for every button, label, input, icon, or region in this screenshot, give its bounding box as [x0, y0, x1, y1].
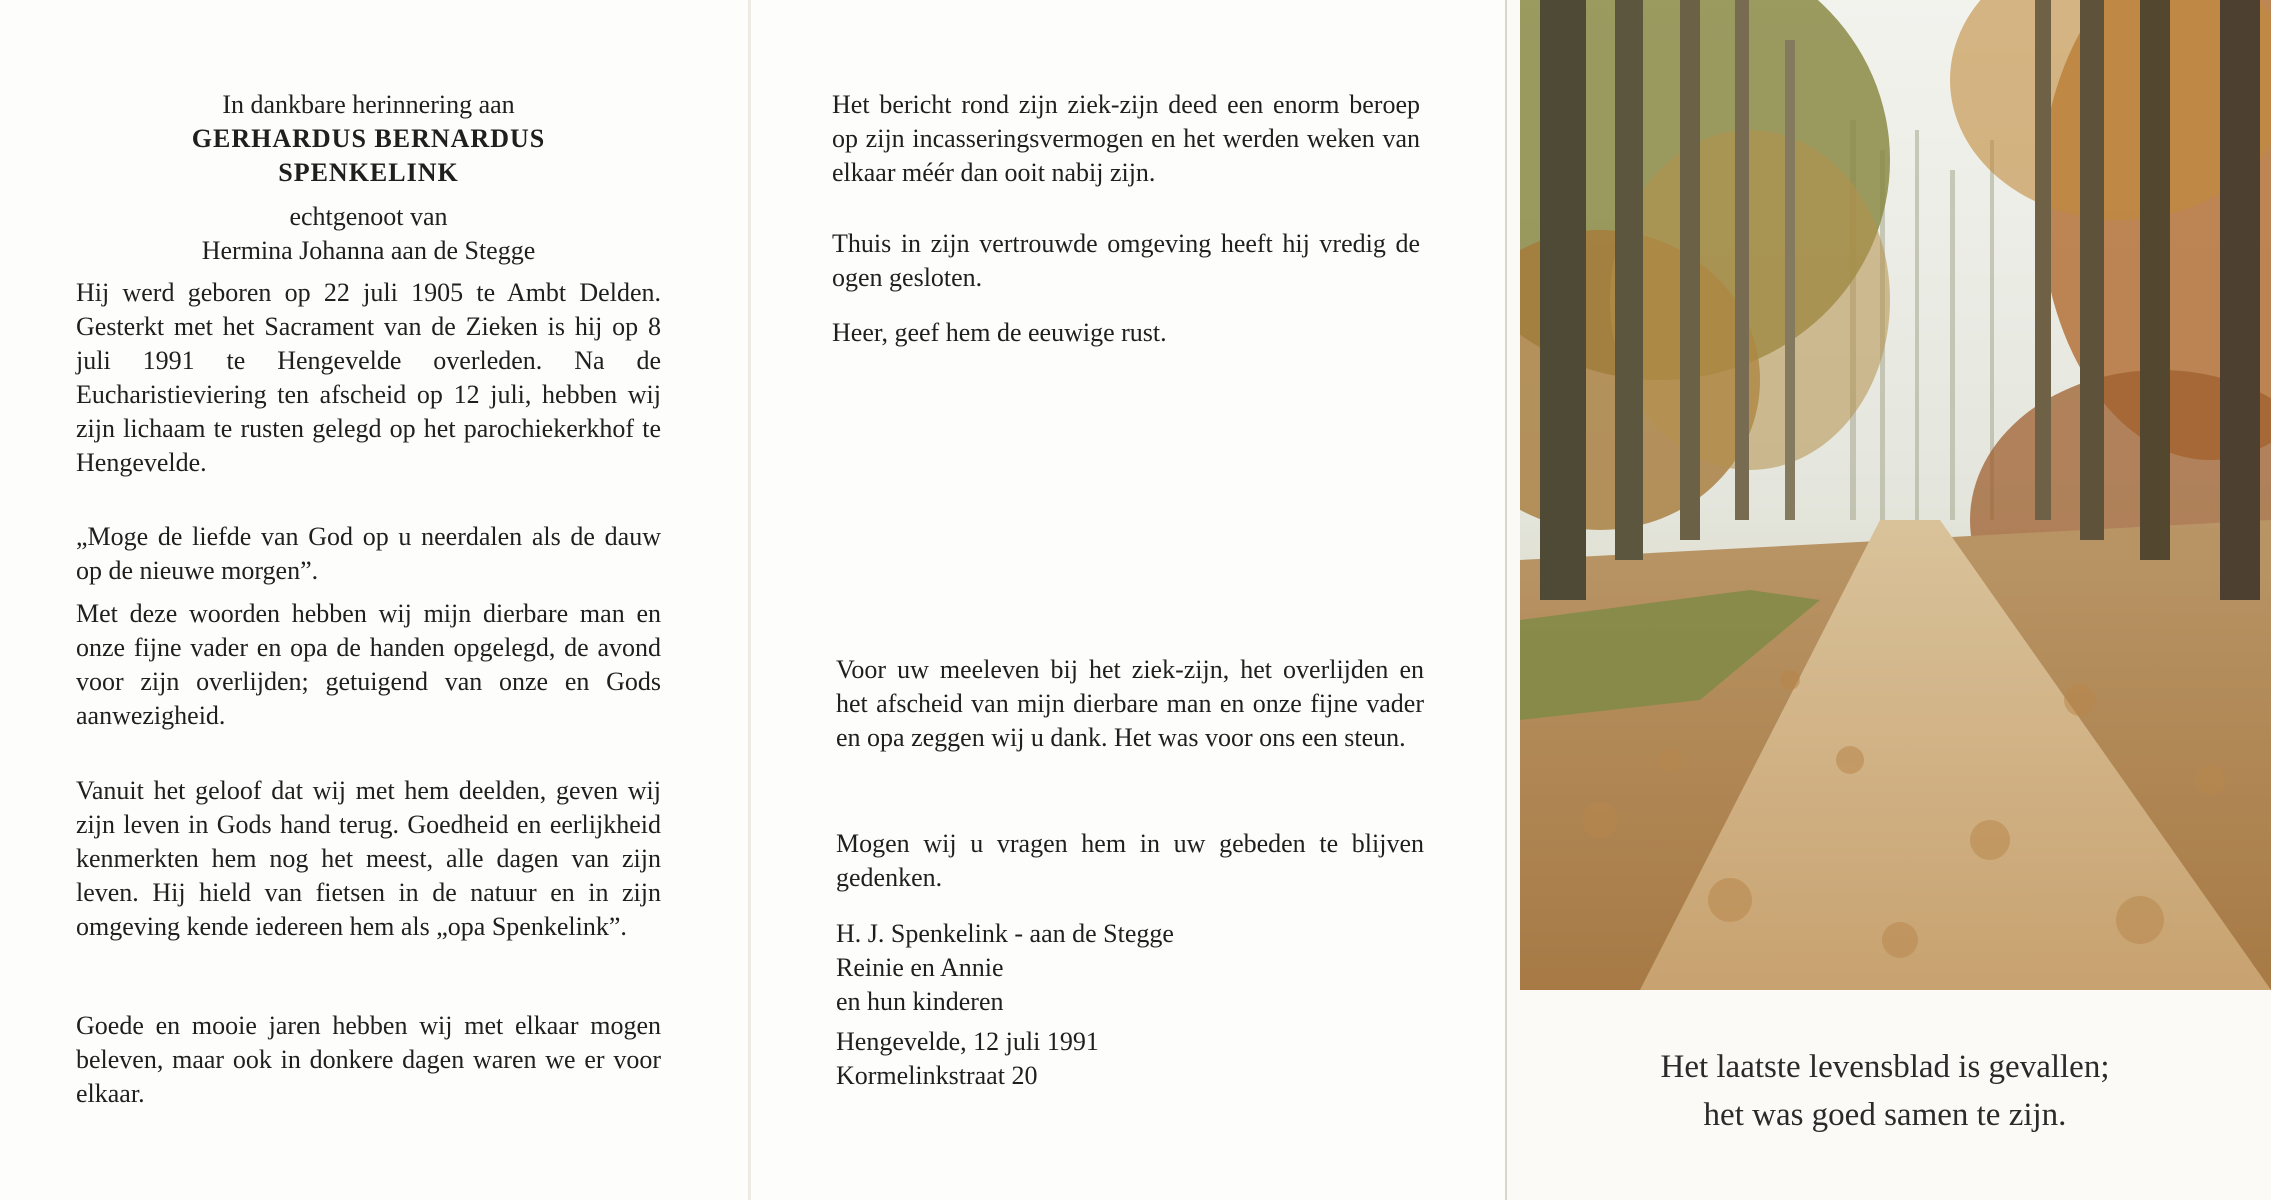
- family-line-2: Reinie en Annie: [836, 953, 1004, 982]
- deceased-name-line1: GERHARDUS BERNARDUS: [191, 124, 546, 153]
- deceased-name-line2: SPENKELINK: [278, 158, 459, 187]
- family-line-3: en hun kinderen: [836, 987, 1004, 1016]
- family-signature: [836, 917, 1424, 1019]
- date-address: [836, 1025, 1424, 1093]
- autumn-forest-photo: [1520, 0, 2271, 990]
- home-paragraph: Thuis in zijn vertrouwde omgeving heeft hij vredig de ogen gesloten.: [832, 229, 1420, 292]
- address: Kormelinkstraat 20: [836, 1061, 1038, 1090]
- spouse-name: Hermina Johanna aan de Stegge: [201, 236, 536, 265]
- request-paragraph: Mogen wij u vragen hem in uw gebeden te blijven gedenken.: [836, 829, 1424, 892]
- intro-text: In dankbare herinnering aan: [222, 90, 515, 119]
- verse-line-1: Het laatste levensblad is gevallen;: [1660, 1049, 2110, 1085]
- heading-block: [76, 88, 661, 268]
- place-date: Hengevelde, 12 juli 1991: [836, 1027, 1099, 1056]
- closing-verse: [1540, 1043, 2230, 1139]
- left-page: [0, 0, 750, 1200]
- biography-paragraph: Hij werd geboren op 22 juli 1905 te Ambt Delden. Gesterkt met het Sacrament van de Zieken is hij op 8 juli 1991 te Hengevelde overleden. Na de Eucharistieviering ten afscheid op 12 juli, hebben wij zijn lichaam te rusten gelegd op het parochiekerkhof te Hengevelde.: [76, 278, 661, 477]
- words-paragraph: Met deze woorden hebben wij mijn dierbare man en onze fijne vader en opa de handen opgelegd, de avond voor zijn overlijden; getuigend van onze en Gods aanwezigheid.: [76, 599, 661, 730]
- family-line-1: H. J. Spenkelink - aan de Stegge: [836, 919, 1174, 948]
- prayer-line: Heer, geef hem de eeuwige rust.: [832, 318, 1167, 347]
- illness-paragraph: Het bericht rond zijn ziek-zijn deed een enorm beroep op zijn incasseringsvermogen en het werden weken van elkaar méér dan ooit nabij zijn.: [832, 90, 1420, 187]
- verse-line-2: het was goed samen te zijn.: [1703, 1097, 2067, 1133]
- years-paragraph: Goede en mooie jaren hebben wij met elkaar mogen beleven, maar ook in donkere dagen waren we er voor elkaar.: [76, 1011, 661, 1108]
- spouse-label: echtgenoot van: [289, 202, 448, 231]
- faith-paragraph: Vanuit het geloof dat wij met hem deelden, geven wij zijn leven in Gods hand terug. Goedheid en eerlijkheid kenmerkten hem nog het meest, alle dagen van zijn leven. Hij hield van fietsen in de natuur en in zijn omgeving kende iedereen hem als „opa Spenkelink”.: [76, 776, 661, 941]
- quote-paragraph: „Moge de liefde van God op u neerdalen als de dauw op de nieuwe morgen”.: [76, 522, 661, 585]
- thanks-paragraph: Voor uw meeleven bij het ziek-zijn, het overlijden en het afscheid van mijn dierbare man en onze fijne vader en opa zeggen wij u dank. Het was voor ons een steun.: [836, 655, 1424, 752]
